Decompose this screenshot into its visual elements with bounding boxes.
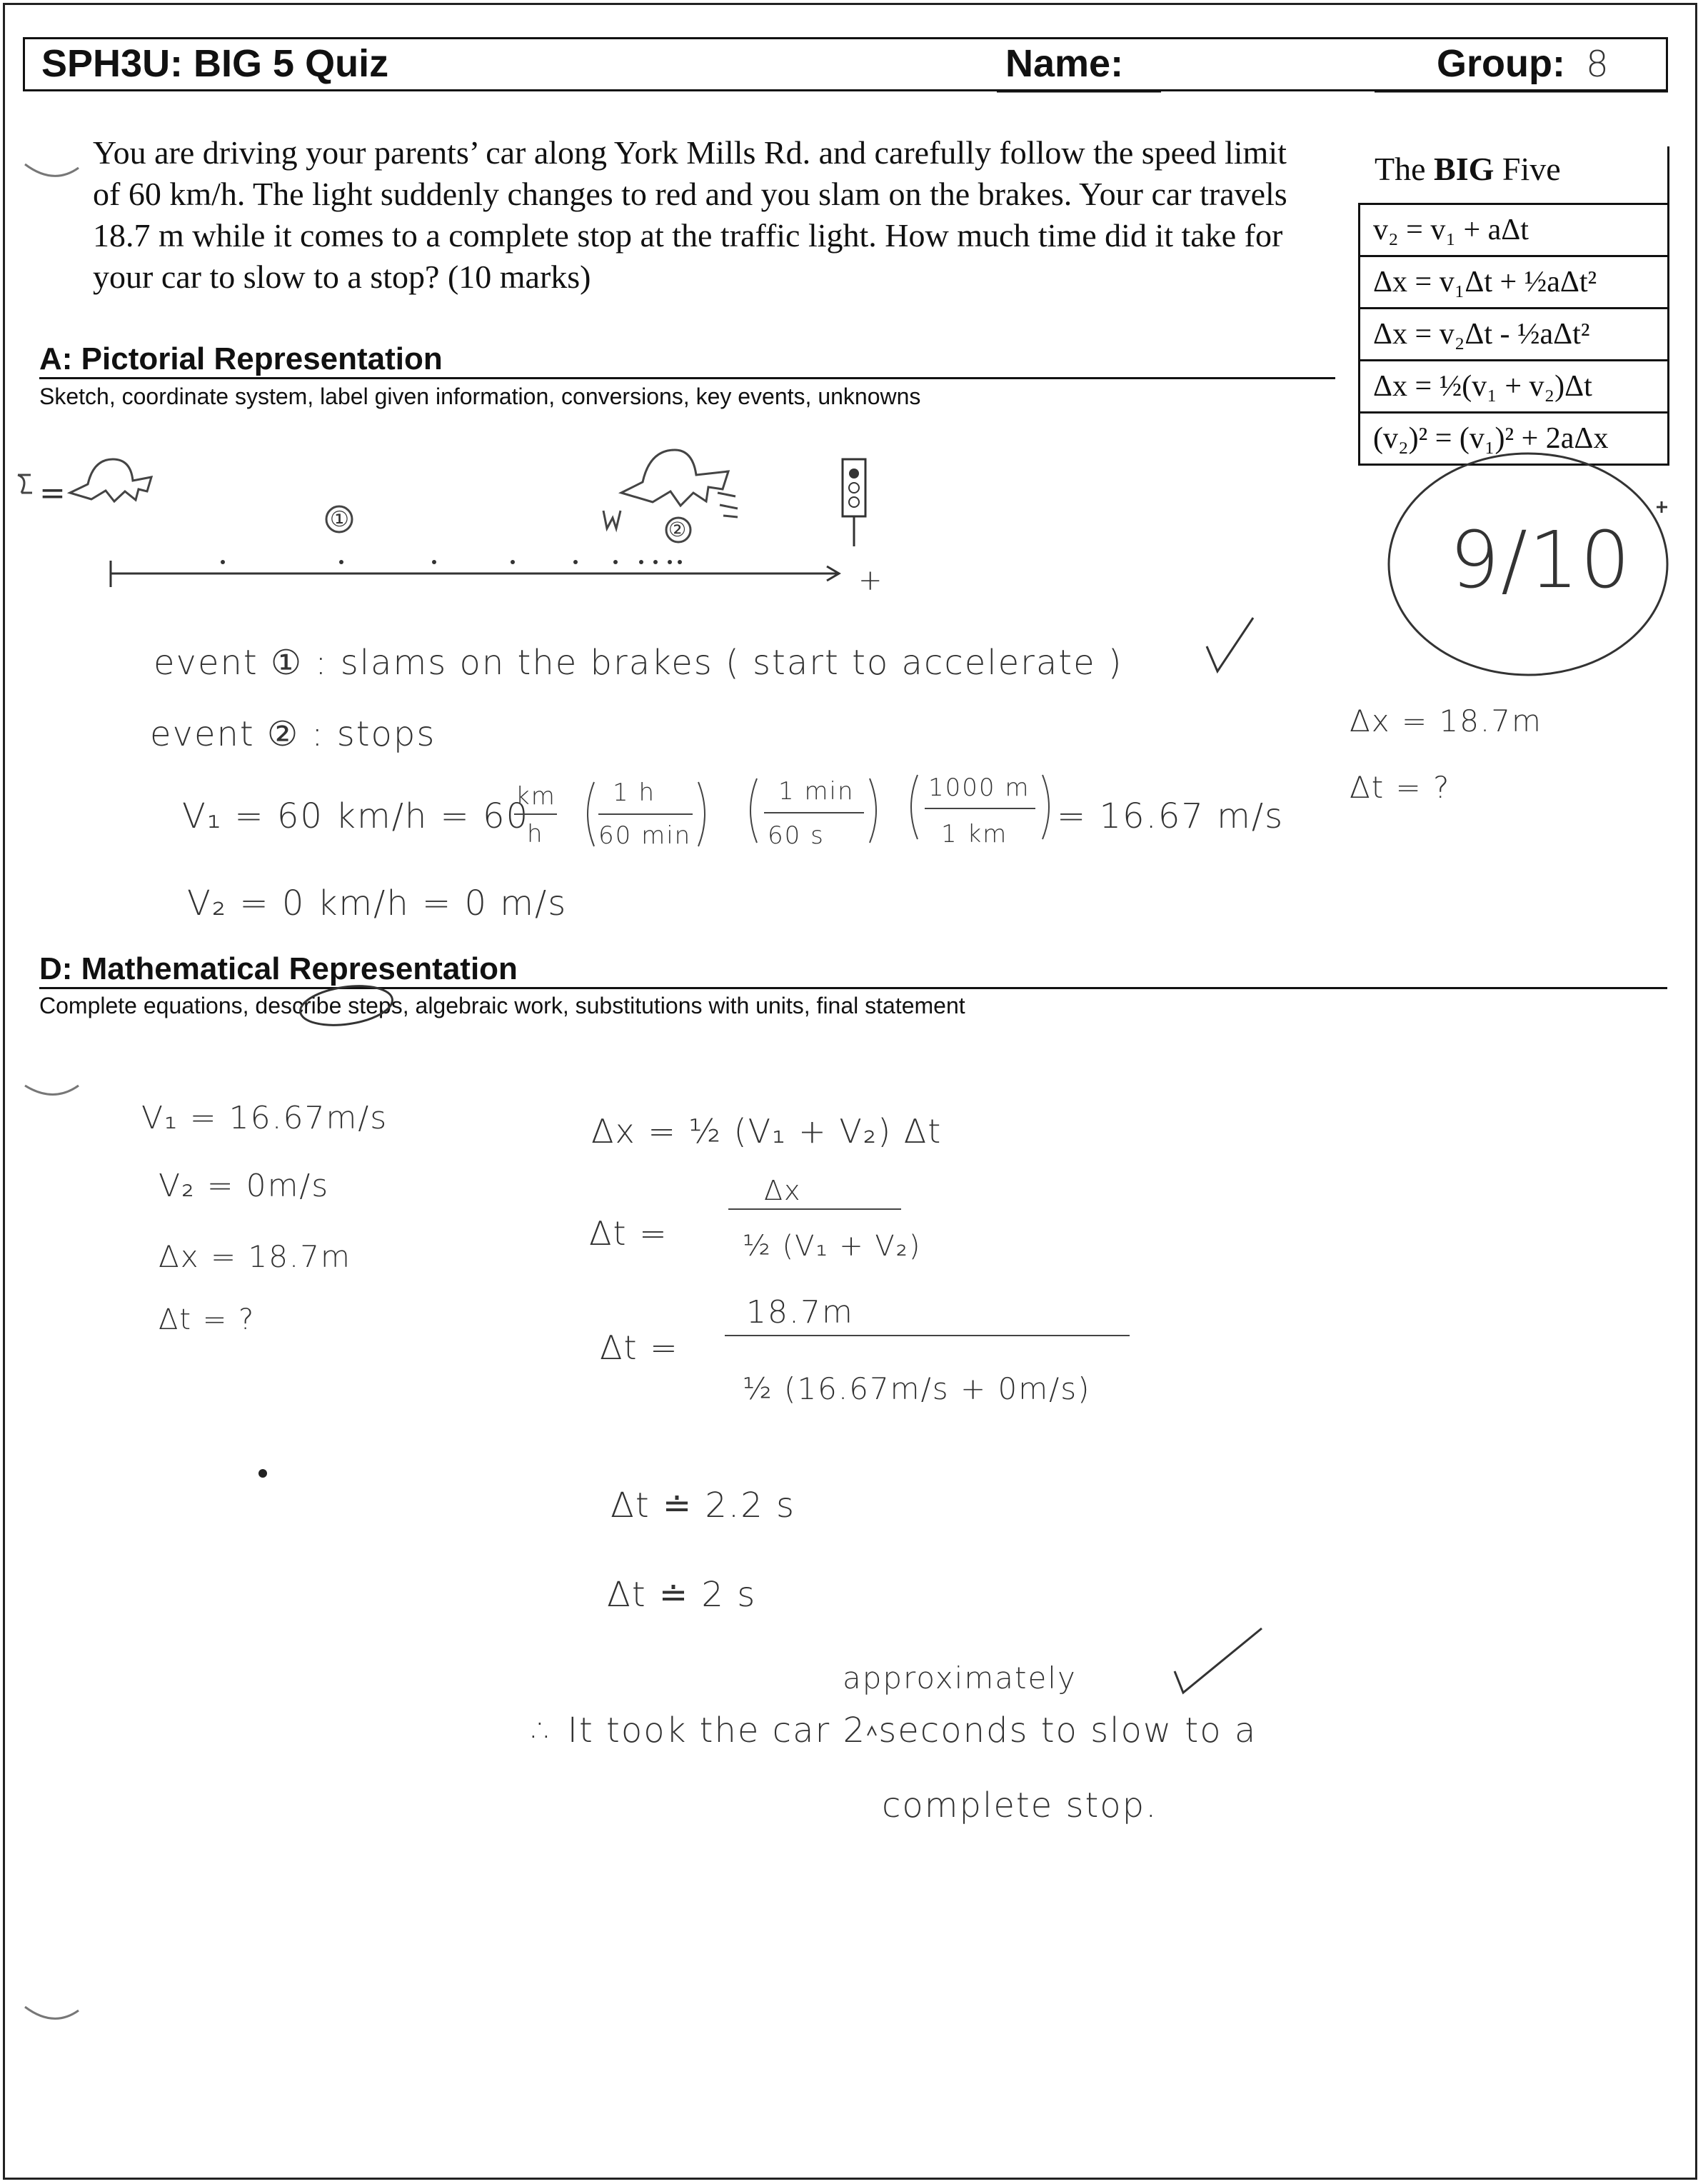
conv-frac2-num: 1 h	[613, 778, 655, 807]
equation-3-den: ½ (16.67m/s + 0m/s)	[743, 1371, 1091, 1406]
traffic-light-lamp	[849, 469, 859, 479]
name-label: Name:	[1005, 42, 1124, 85]
car-sketch-start	[70, 459, 151, 501]
plus-mark	[1657, 501, 1667, 513]
given-dt: Δt = ?	[1350, 770, 1451, 805]
coordinate-system-sketch: =	[39, 475, 66, 511]
conversion-brackets	[588, 775, 1049, 846]
motion-dots	[221, 560, 682, 564]
conv-frac2-den: 60 min	[598, 821, 692, 850]
conv-frac1-den: h	[527, 820, 544, 848]
equation-2-lhs: Δt =	[589, 1214, 668, 1253]
equation-3-num: 18.7m	[746, 1294, 854, 1331]
margin-hole-mark	[25, 164, 79, 176]
traffic-light-lamp	[849, 497, 859, 507]
event2-marker: ②	[668, 518, 688, 541]
given-dx: Δx = 18.7m	[1350, 703, 1542, 738]
car-sketch-stop	[621, 450, 728, 506]
event1-marker: ①	[330, 507, 351, 532]
big-five-eq-2: Δx = v₁Δt + ½aΔt²	[1360, 256, 1669, 309]
traffic-light-lamp	[849, 483, 859, 493]
score-mark: 9/10	[1450, 514, 1632, 606]
stray-dot	[258, 1469, 267, 1478]
conv-frac1-num: km	[516, 782, 556, 811]
big-five-title-bold: BIG	[1434, 151, 1494, 187]
quiz-title: SPH3U: BIG 5 Quiz	[41, 42, 389, 85]
section-d-title: D: Mathematical Representation	[39, 951, 518, 986]
event1-circle	[326, 506, 352, 532]
score-circle	[1389, 454, 1667, 675]
conv-frac4-den: 1 km	[941, 820, 1008, 848]
conclusion-line-1: ∴ It took the car 2 seconds to slow to a	[532, 1710, 1257, 1750]
result-1: Δt ≐ 2.2 s	[611, 1486, 795, 1526]
conclusion-line-2: complete stop.	[882, 1785, 1158, 1825]
approx-note: approximately	[843, 1660, 1077, 1695]
given-v2: V₂ = 0m/s	[159, 1168, 330, 1204]
coordinate-system-sketch	[18, 475, 32, 493]
event2-text: event ② : stops	[150, 714, 436, 754]
brake-squiggle	[603, 511, 621, 529]
big-five-eq-3: Δx = v₂Δt - ½aΔt²	[1360, 309, 1669, 361]
conv-frac4-num: 1000 m	[928, 773, 1030, 802]
section-d-subtitle: Complete equations, describe steps, algebraic work, substitutions with units, final statement	[39, 993, 965, 1018]
section-a-subtitle: Sketch, coordinate system, label given information, conversions, key events, unknowns	[39, 384, 921, 409]
equation-1: Δx = ½ (V₁ + V₂) Δt	[591, 1112, 943, 1151]
big-five-eq-4: Δx = ½(v₁ + v₂)Δt	[1360, 361, 1669, 413]
v2-conversion: V₂ = 0 km/h = 0 m/s	[187, 883, 568, 923]
v1-conversion-lhs: V₁ = 60 km/h = 60	[182, 796, 530, 836]
group-label-text: Group:	[1437, 42, 1565, 85]
big-five-eq-5: (v₂)² = (v₁)² + 2aΔx	[1360, 413, 1669, 465]
check-mark	[1207, 618, 1253, 671]
equation-2-den: ½ (V₁ + V₂)	[743, 1230, 922, 1263]
check-mark	[1175, 1628, 1262, 1693]
axis-positive-label: +	[858, 564, 884, 597]
margin-hole-mark	[25, 2007, 79, 2018]
motion-lines	[718, 493, 738, 517]
result-2: Δt ≐ 2 s	[607, 1575, 757, 1615]
big-five-title-pre: The	[1375, 151, 1435, 187]
conv-frac3-num: 1 min	[778, 777, 855, 806]
given-v1: V₁ = 16.67m/s	[141, 1100, 388, 1136]
group-value: 8	[1585, 44, 1610, 85]
insertion-caret	[868, 1727, 876, 1735]
conv-frac3-den: 60 s	[768, 821, 825, 850]
circled-word-mark	[298, 981, 395, 1031]
margin-hole-mark	[25, 1086, 79, 1095]
given-dt-d: Δt = ?	[159, 1303, 256, 1336]
event1-text: event ① : slams on the brakes ( start to accelerate )	[154, 643, 1123, 683]
question-text: You are driving your parents’ car along York Mills Rd. and carefully follow the speed limit of 60 km/h. The light suddenly changes to red and you slam on the brakes. Your car travels 18.7 m while it comes to a complete stop at the traffic light. How much time did it take for your car to slow to a stop? (10 marks)	[93, 134, 1287, 295]
big-five-title-post: Five	[1494, 151, 1561, 187]
event2-circle	[666, 518, 690, 542]
big-five-eq-1: v₂ = v₁ + aΔt	[1360, 204, 1669, 256]
given-dx-d: Δx = 18.7m	[159, 1239, 351, 1274]
equation-2-num: Δx	[764, 1175, 802, 1206]
v1-conversion-result: = 16.67 m/s	[1057, 796, 1285, 836]
equation-3-lhs: Δt =	[600, 1328, 679, 1367]
section-a-title: A: Pictorial Representation	[39, 341, 443, 376]
